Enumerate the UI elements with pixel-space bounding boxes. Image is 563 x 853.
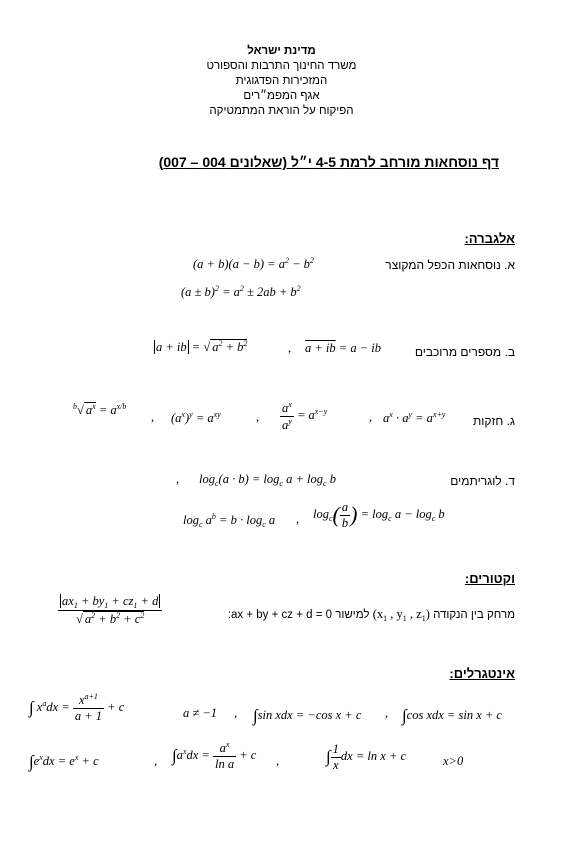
- logs-label: ד. לוגריתמים: [450, 474, 515, 488]
- complex-label: ב. מספרים מרוכבים: [414, 345, 515, 359]
- formula-square-binomial: $(a \pm b)^2 = a^2 \pm 2ab + b^2$: [181, 284, 301, 299]
- header-secretariat: המזכירות הפדגוגית: [235, 75, 328, 87]
- page-title: דף נוסחאות מורחב לרמת 4-5 י״ל (שאלונים 004 – 007): [158, 154, 499, 170]
- header-division: אגף המפמ״רים: [243, 90, 320, 102]
- formula-log-power: $\log_c a^b = b \cdot \log_c a$: [183, 512, 276, 529]
- point-coords: ($x_1$ , $y_1$ , $z_1$): [372, 607, 430, 623]
- formula-quotient-powers: $\frac{a^x}{a^y}$ = $a^{x-y}$: [282, 400, 328, 432]
- formula-point-plane-distance: $\frac{ax_1 + by_1 + cz_1 + d}{√ a^2 + b^2 + c^2}$: [58, 594, 162, 627]
- formula-log-quotient: $\log_c$( $\frac{a}{b}$ ) = $\log_c a - \log_c b$: [313, 500, 445, 530]
- header-state: מדינת ישראל: [247, 45, 316, 57]
- comma-sep: ,: [385, 706, 389, 720]
- formula-diff-squares: $(a + b)(a - b) = a^2 - b^2$: [193, 256, 314, 271]
- distance-text: מרחק בין הנקודה: [433, 609, 515, 621]
- formula-product-powers: $a^x \cdot a^y = a^{x+y}$: [383, 410, 446, 425]
- formula-log-product: $\log_c(a \cdot b) = \log_c a + \log_c b$: [199, 472, 336, 488]
- formula-power-of-power: $(a^x)^y = a^{xy}$: [171, 410, 221, 425]
- to-plane-text: למישור: [335, 609, 370, 621]
- comma-sep: ,: [154, 754, 158, 768]
- comma-sep: ,: [234, 706, 238, 720]
- vectors-heading: וקטורים:: [464, 571, 515, 586]
- header-block: [0, 44, 563, 119]
- header-ministry: משרד החינוך התרבות והספורט: [206, 60, 357, 72]
- comma-sep: ,: [176, 472, 180, 486]
- comma-sep: ,: [369, 410, 373, 424]
- comma-sep: ,: [276, 754, 280, 768]
- formula-root-power: $^b$√ $a^x = a^{x/b}$: [73, 402, 127, 417]
- formula-int-reciprocal: ∫ $\frac{1}{x}$ dx = ln x + c: [326, 742, 407, 772]
- powers-label: ג. חזקות: [472, 414, 515, 428]
- formula-int-power: ∫ $x^adx$ = $\frac{x^{a+1}}{a + 1}$ + c: [29, 692, 125, 723]
- comma-sep: ,: [151, 410, 155, 424]
- condition-a: a ≠ −1: [183, 706, 218, 720]
- algebra-heading: אלגברה:: [464, 231, 515, 246]
- comma-sep: ,: [288, 341, 292, 355]
- short-mult-label: א. נוסחאות הכפל המקוצר: [385, 258, 515, 272]
- formula-conjugate: a + ib = a − ib: [305, 341, 382, 355]
- condition-x: x>0: [443, 754, 464, 768]
- formula-int-exp-e: $\int e^xdx = e^x + c$: [29, 752, 99, 771]
- formula-int-exp-a: $\int a^xdx$ = $\frac{a^x}{\text{ln a}}$ + c: [172, 740, 257, 771]
- distance-label: מרחק בין הנקודה ($x_1$ , $y_1$ , $z_1$) למישור ax + by + cz + d = 0:: [227, 607, 515, 623]
- formula-int-sin: ∫sin xdx = −cos x + c: [253, 706, 362, 725]
- plane-equation: ax + by + cz + d = 0: [231, 609, 333, 621]
- integrals-heading: אינטגרלים:: [449, 666, 515, 681]
- comma-sep: ,: [256, 410, 260, 424]
- comma-sep: ,: [296, 512, 300, 526]
- formula-int-cos: ∫cos xdx = sin x + c: [402, 706, 502, 725]
- header-supervision: הפיקוח על הוראת המתמטיקה: [209, 105, 354, 117]
- formula-modulus: a + ib = √ $a^2 + b^2$: [156, 339, 248, 354]
